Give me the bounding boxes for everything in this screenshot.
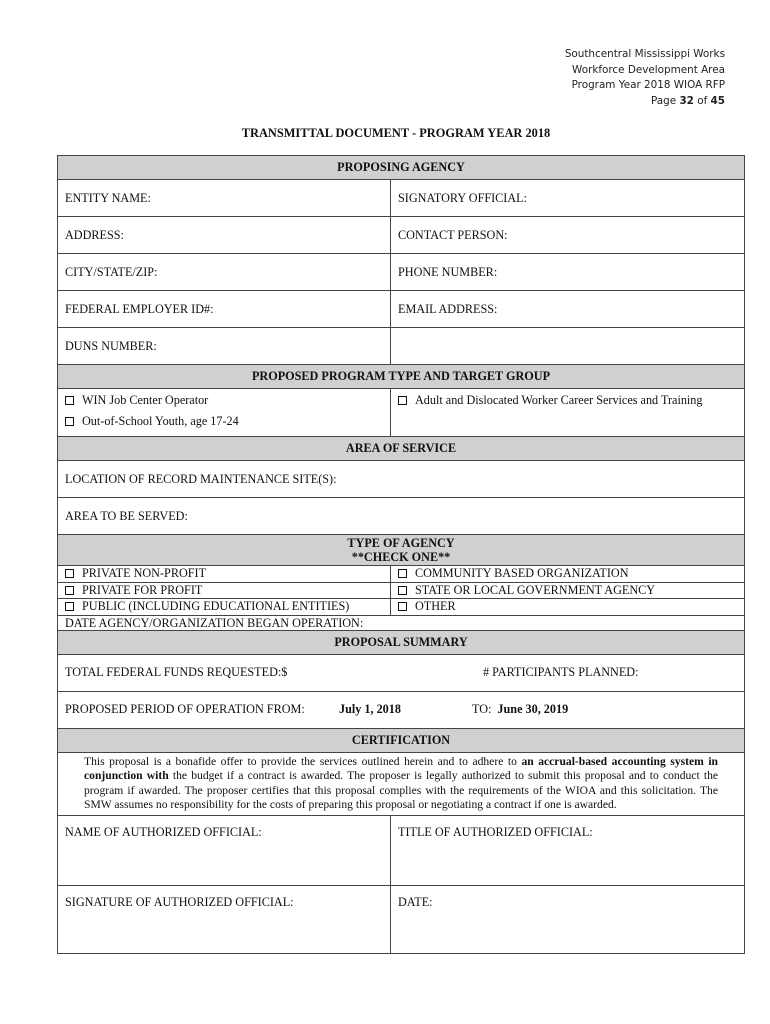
period-row xyxy=(58,691,745,728)
option-win[interactable]: WIN Job Center Operator xyxy=(65,390,390,411)
signatory-official-field[interactable]: SIGNATORY OFFICIAL: xyxy=(391,180,745,217)
checkbox-icon[interactable] xyxy=(398,586,407,595)
signature-official-field[interactable]: SIGNATURE OF AUTHORIZED OFFICIAL: xyxy=(58,885,391,953)
to-label: TO: xyxy=(472,702,492,716)
checkbox-icon[interactable] xyxy=(65,569,74,578)
checkbox-icon[interactable] xyxy=(65,602,74,611)
agency-options-left xyxy=(58,582,391,599)
header-org: Southcentral Mississippi Works xyxy=(564,48,725,60)
program-options-right xyxy=(391,389,745,437)
checkbox-icon[interactable] xyxy=(398,396,407,405)
agency-options-left xyxy=(58,599,391,616)
page-number: Page 32 of 45 xyxy=(650,94,725,107)
title-official-field[interactable]: TITLE OF AUTHORIZED OFFICIAL: xyxy=(391,815,745,885)
header-area: Workforce Development Area xyxy=(572,63,725,76)
proposing-agency-heading: PROPOSING AGENCY xyxy=(58,156,745,180)
participants-field[interactable]: # PARTICIPANTS PLANNED: xyxy=(483,665,639,679)
email-address-field[interactable]: EMAIL ADDRESS: xyxy=(391,291,745,328)
agency-options-right xyxy=(391,582,745,599)
agency-options-left xyxy=(58,566,391,583)
option-forprofit[interactable]: PRIVATE FOR PROFIT xyxy=(65,583,390,599)
funds-requested-field[interactable]: TOTAL FEDERAL FUNDS REQUESTED:$ xyxy=(65,665,288,679)
agency-options-right xyxy=(391,566,745,583)
type-of-agency-heading: TYPE OF AGENCY **CHECK ONE** xyxy=(58,535,745,566)
program-options-left xyxy=(58,389,391,437)
entity-name-field[interactable]: ENTITY NAME: xyxy=(58,180,391,217)
to-date: June 30, 2019 xyxy=(497,702,569,716)
option-other[interactable]: OTHER xyxy=(398,599,744,615)
document-title: TRANSMITTAL DOCUMENT - PROGRAM YEAR 2018 xyxy=(241,126,551,140)
option-youth[interactable]: Out-of-School Youth, age 17-24 xyxy=(65,411,390,432)
funds-row xyxy=(58,654,745,691)
option-state[interactable]: STATE OR LOCAL GOVERNMENT AGENCY xyxy=(398,583,744,599)
date-began-field[interactable]: DATE AGENCY/ORGANIZATION BEGAN OPERATION: xyxy=(58,615,745,630)
city-state-zip-field[interactable]: CITY/STATE/ZIP: xyxy=(58,254,391,291)
option-adult[interactable]: Adult and Dislocated Worker Career Services and Training xyxy=(398,390,744,411)
checkbox-icon[interactable] xyxy=(65,396,74,405)
checkbox-icon[interactable] xyxy=(65,417,74,426)
transmittal-form xyxy=(57,155,745,954)
certification-text: This proposal is a bonafide offer to provide the services outlined herein and to adhere to an accrual-based accounting system in conjunction with the budget if a contract is awarded. The proposer is legally authorized to submit this proposal and to conduct the program if awarded. The proposer certifies that this proposal complies with the requirements of the WIOA and this solicitation. The SMW assumes no responsibility for the costs of preparing this proposal or negotiating a contract if one is awarded. xyxy=(58,752,745,815)
option-nonprofit[interactable]: PRIVATE NON-PROFIT xyxy=(65,566,390,582)
agency-options-right xyxy=(391,599,745,616)
checkbox-icon[interactable] xyxy=(65,586,74,595)
federal-employer-id-field[interactable]: FEDERAL EMPLOYER ID#: xyxy=(58,291,391,328)
location-field[interactable]: LOCATION OF RECORD MAINTENANCE SITE(S): xyxy=(58,461,745,498)
phone-number-field[interactable]: PHONE NUMBER: xyxy=(391,254,745,291)
checkbox-icon[interactable] xyxy=(398,569,407,578)
name-official-field[interactable]: NAME OF AUTHORIZED OFFICIAL: xyxy=(58,815,391,885)
page-header xyxy=(565,47,725,109)
option-community[interactable]: COMMUNITY BASED ORGANIZATION xyxy=(398,566,744,582)
header-rfp: Program Year 2018 WIOA RFP xyxy=(571,79,725,91)
option-public[interactable]: PUBLIC (INCLUDING EDUCATIONAL ENTITIES) xyxy=(65,599,390,615)
address-field[interactable]: ADDRESS: xyxy=(58,217,391,254)
area-of-service-heading: AREA OF SERVICE xyxy=(58,437,745,461)
area-served-field[interactable]: AREA TO BE SERVED: xyxy=(58,498,745,535)
duns-number-field[interactable]: DUNS NUMBER: xyxy=(58,328,391,365)
contact-person-field[interactable]: CONTACT PERSON: xyxy=(391,217,745,254)
from-date: July 1, 2018 xyxy=(339,702,401,716)
date-field[interactable]: DATE: xyxy=(391,885,745,953)
checkbox-icon[interactable] xyxy=(398,602,407,611)
proposal-summary-heading: PROPOSAL SUMMARY xyxy=(58,630,745,654)
check-one-note: **CHECK ONE** xyxy=(351,550,451,564)
program-type-heading: PROPOSED PROGRAM TYPE AND TARGET GROUP xyxy=(58,365,745,389)
period-from-label: PROPOSED PERIOD OF OPERATION FROM: xyxy=(65,702,305,716)
empty-cell xyxy=(391,328,745,365)
certification-heading: CERTIFICATION xyxy=(58,728,745,752)
